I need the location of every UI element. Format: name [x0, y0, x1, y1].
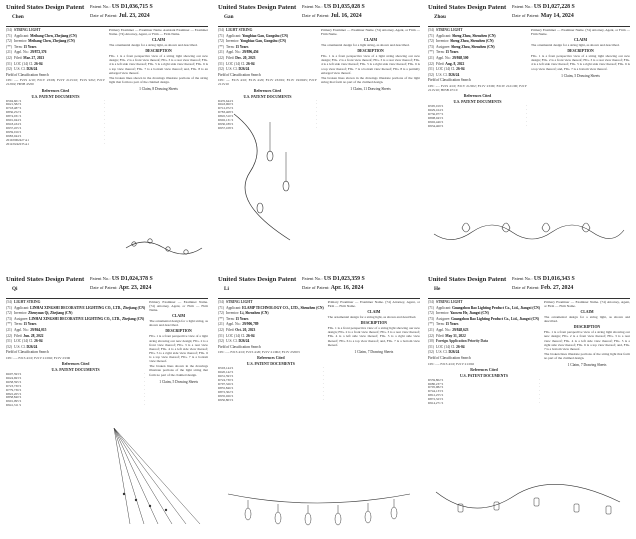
biblio-field: (**) Term: 15 Years [6, 322, 37, 327]
biblio-field: (71) Applicant: Guangzhou Bao Lighting Product Co., Ltd., Jiangxi (CN) [428, 305, 540, 310]
patent-date-line [512, 13, 574, 19]
biblio-field: (51) LOC (14) Cl. 26-04 [428, 67, 465, 72]
patent-number-line [302, 4, 365, 10]
patent-number-line [512, 4, 575, 10]
biblio-field: (71) Applicant: LINHAI XINGSHI DECORATIVE LIGHTING CO., LTD., Zhejiang (CN) [6, 305, 146, 310]
text-block: CPC ..... F21S 4/10; F21S 4/20; F21V 21/002; F21V 23/003 [218, 350, 300, 355]
patent-inventor-name: Qi [12, 286, 18, 292]
reference-row: D718,487 S · [6, 106, 105, 111]
patent-page [428, 276, 630, 534]
patent-number-label: Patent No.: [302, 276, 323, 281]
patent-number-label: Patent No.: [302, 4, 323, 9]
biblio-field: (51) LOC (14) Cl. 26-04 [6, 61, 43, 66]
patent-inventor-name: Gan [224, 14, 234, 20]
biblio-field: (54) STRING LIGHT [218, 300, 253, 304]
reference-row: D631,593 S · [218, 374, 324, 379]
biblio-field: (52) U.S. Cl. D26/24 [6, 67, 38, 72]
patent-right-column [109, 28, 208, 262]
reference-row: D872,302 S · [218, 389, 324, 394]
reference-row: D959,016 S · [6, 129, 105, 134]
classification-search-title: Field of Classification Search [6, 350, 49, 355]
biblio-field: (51) LOC (14) Cl. 26-04 [428, 344, 465, 349]
text-block: CPC ..... F21S 4/10; F21V 21/002; F21V 23/06 [6, 355, 71, 360]
patent-number: US D1,023,359 S [323, 276, 365, 282]
references-subtitle: U.S. PATENT DOCUMENTS [31, 94, 80, 99]
patent-page [218, 4, 420, 262]
text-block: CPC ..... F21S 4/10; F21S 4/20; F21V 23/001; F21V 19/0025; F21Y 2115/10 [218, 78, 317, 87]
biblio-field: (72) Inventor: Yongbiao Gan, Gongshu (CN) [218, 39, 287, 44]
biblio-field: (22) Filed: Aug. 8, 2022 [428, 61, 465, 66]
biblio-field: (21) Appl. No.: 29/864,015 [6, 327, 47, 332]
reference-row: D822,265 S · [6, 391, 146, 396]
reference-row: D935,026 S · [218, 393, 324, 398]
reference-row: D607,593 S · [6, 372, 146, 377]
patent-date: Apr. 16, 2024 [330, 285, 364, 291]
references-table [6, 373, 145, 408]
patent-header [218, 276, 420, 299]
biblio-field: (51) LOC (14) Cl. 26-04 [6, 339, 43, 344]
patent-date-label: Date of Patent: [90, 13, 118, 18]
reference-row: D808,043 S · [428, 115, 527, 120]
biblio-field: (71) Applicant: ELAMP TECHNOLOGY CO., LTD., Shenzhen (CN) [218, 305, 324, 310]
description-title: DESCRIPTION [573, 325, 601, 330]
reference-row: D914,271 S · [428, 401, 540, 406]
biblio-field: (52) U.S. Cl. D26/24 [428, 350, 460, 355]
biblio-field: (22) Filed: Jun. 28, 2022 [6, 333, 44, 338]
references-title: References Cited [61, 362, 90, 367]
design-drawing [432, 210, 626, 258]
text-block: Primary Examiner — Examiner Name. (74) Attorney, Agent, or Firm — Firm Name. [327, 300, 420, 309]
biblio-field: (54) STRING LIGHT [428, 300, 463, 304]
reference-row: D950,803 S · [218, 397, 324, 402]
references-subtitle: U.S. PATENT DOCUMENTS [453, 100, 502, 105]
reference-row: D559,802 S · [428, 377, 540, 382]
description-title: DESCRIPTION [567, 49, 594, 54]
classification-search-title: Field of Classification Search [428, 78, 471, 83]
biblio-field: (51) LOC (14) Cl. 26-04 [218, 61, 255, 66]
drawing-sheets-note: 1 Claim, 5 Drawing Sheets [159, 379, 199, 384]
text-block: FIG. 1 is a front perspective view of a light string showing our new design; FIG. 2 is a front view thereof; FIG. 3 is a rear view thereof; FIG. 4 is a left side view thereof; FIG. 5 is a right side view thereof; FIG. 6 is a top view thereof; FIG. 7 is a bottom view thereof. [149, 334, 208, 364]
biblio-field: (71) Applicant: Meibang Chen, Zhejiang (CN) [6, 33, 77, 38]
patent-header [6, 4, 208, 27]
patent-date: Jul. 16, 2024 [330, 13, 362, 19]
biblio-field: (54) STRING LIGHT [6, 28, 41, 32]
text-block: CPC ..... F21S 4/10; F21V 21/002; F21V 23/00; F21W 2121/00; F21Y 2115/10; H05B 47/10 [428, 83, 527, 93]
classification-search-title: Field of Classification Search [218, 72, 261, 77]
patent-country-title: United States Design Patent [6, 276, 85, 283]
references-title: References Cited [463, 94, 492, 99]
biblio-field: (51) LOC (14) Cl. 26-04 [218, 333, 255, 338]
biblio-field: (**) Term: 15 Years [428, 50, 459, 55]
biblio-field: (73) Assignee: Guangzhou Bao Lighting Product Co., Ltd., Jiangxi (CN) [428, 316, 539, 321]
reference-row: 2010/0002427 A1 · [6, 137, 105, 142]
references-subtitle: U.S. PATENT DOCUMENTS [51, 368, 100, 373]
biblio-field: (54) LIGHT STRING [218, 28, 253, 32]
claim-title: CLAIM [172, 314, 186, 319]
biblio-field: (54) LIGHT STRING [6, 300, 41, 304]
classification-search-title: Field of Classification Search [428, 355, 471, 360]
reference-row: D723,730 S · [6, 383, 146, 388]
patent-country-title: United States Design Patent [428, 4, 507, 11]
reference-row: D983,044 S · [6, 133, 105, 138]
reference-row: D937,455 S · [6, 125, 105, 130]
reference-row: D705,982 S · [428, 385, 540, 390]
text-block: FIG. 1 is a front perspective view of a string light showing our new design; FIG. 2 is a front view thereof; FIG. 3 is a rear view thereof; FIG. 4 is a left side view thereof; FIG. 5 is a right side view thereof; FIG. 6 is a top view thereof; FIG. 7 is a bottom view thereof; and, FIG. 8 is an enlarged view thereof. [109, 54, 208, 75]
patent-number: US D1,024,378 S [111, 276, 153, 282]
reference-row: D901,044 S · [6, 118, 105, 123]
text-block: FIG. 1 is a front perspective view of a light string showing our new design; FIG. 2 is a front view thereof; FIG. 3 is a rear view thereof; FIG. 4 is a left side view thereof; FIG. 5 is a right side view thereof; FIG. 6 is a top view thereof; FIG. 7 is a bottom view thereof; FIG. 8 is a partially enlarged view thereof. [321, 54, 420, 75]
patent-number: US D1,035,028 S [323, 4, 365, 10]
biblio-field: (52) U.S. Cl. D26/24 [218, 339, 250, 344]
patent-header [218, 4, 420, 27]
references-subtitle: U.S. PATENT DOCUMENTS [246, 362, 295, 367]
patent-number-line [302, 276, 365, 282]
patent-header [428, 276, 630, 299]
drawing-sheets-note: 1 Claim, 7 Drawing Sheets [354, 349, 394, 354]
biblio-field: (21) Appl. No.: 29/848,623 [428, 327, 469, 332]
biblio-field: (**) Term: 15 Years [6, 44, 37, 49]
reference-row: D658,595 S · [6, 379, 146, 384]
text-block: The broken lines shown in the drawings illustrate portions of the light string that form no part of the claimed design. [321, 75, 420, 85]
design-drawing [226, 488, 412, 532]
biblio-field: (72) Inventor: Sheng Zhou, Shenzhen (CN) [428, 39, 494, 44]
claim-text: The ornamental design for a string light, as shown and described. [543, 315, 630, 324]
claim-title: CLAIM [573, 38, 588, 43]
references-subtitle: U.S. PATENT DOCUMENTS [459, 373, 509, 378]
claim-title: CLAIM [580, 310, 594, 315]
claim-text: The ornamental design for a light string, as shown and described. [149, 319, 208, 328]
reference-row: D629,164 S · [428, 108, 527, 113]
biblio-field: (**) Term: 15 Years [218, 44, 249, 49]
references-table [428, 105, 527, 128]
reference-row: D624,693 S · [6, 375, 146, 380]
references-title: References Cited [257, 356, 285, 361]
biblio-field: (21) Appl. No.: 29/868,500 [428, 55, 469, 60]
patent-date: Apr. 23, 2024 [118, 285, 152, 291]
description-title: DESCRIPTION [145, 49, 172, 54]
patent-inventor-name: Zhou [434, 14, 446, 20]
biblio-field: (71) Applicant: Sheng Zhou, Shenzhen (CN) [428, 33, 496, 38]
patent-number-line [90, 276, 153, 282]
reference-row: D744,133 S · [428, 389, 540, 394]
patent-number: US D1,036,715 S [111, 4, 153, 10]
biblio-field: (**) Term: 15 Years [218, 316, 249, 321]
text-block: FIG. 1 is a front perspective view of a string light showing our new design; FIG. 2 is a front view thereof; FIG. 3 is a rear view thereof; FIG. 4 is a left side view thereof; FIG. 5 is a right side view thereof; FIG. 6 is a top view thereof; and, FIG. 7 is a bottom view thereof. [531, 54, 630, 71]
patent-page [428, 4, 630, 262]
biblio-field: (71) Applicant: Yongbiao Gan, Gongshu (CN) [218, 33, 289, 38]
reference-row: D779,736 S · [6, 387, 146, 392]
reference-row: 2012/0242235 A1 · [6, 141, 105, 146]
reference-row: D812,255 S · [428, 393, 540, 398]
text-block: FIG. 1 is a front perspective view of a string light showing our new design; FIG. 2 is a front view thereof; FIG. 3 is a rear view thereof; FIG. 4 is a left side view thereof; FIG. 5 is a right side view thereof; FIG. 6 is a top view thereof; and, FIG. 7 is a bottom view thereof. [543, 330, 630, 351]
reference-row: D902,446 S · [428, 119, 527, 124]
patent-date-label: Date of Patent: [512, 285, 540, 290]
text-block: Primary Examiner — Examiner Name. (74) Attorney, Agent, or Firm — Firm Name. [149, 300, 208, 313]
reference-row: D874,031 S · [6, 114, 105, 119]
patent-date: May 14, 2024 [540, 13, 574, 19]
patent-date-line [90, 285, 151, 291]
reference-row: D934,460 S · [428, 123, 527, 128]
claim-text: The ornamental design for a string light, as shown and described. [109, 43, 198, 48]
references-title: References Cited [253, 88, 282, 93]
biblio-field: (52) U.S. Cl. D26/24 [6, 344, 38, 349]
reference-row: D872,323 S · [428, 397, 540, 402]
patent-number-line [512, 276, 575, 282]
patent-date-label: Date of Patent: [302, 285, 330, 290]
text-block: CPC ..... F21S 4/10; F21V 23/06; F21Y 2115/10; F21S 9/02; F21V 21/002; H05B 45/00 [6, 78, 105, 87]
patent-country-title: United States Design Patent [218, 4, 297, 11]
biblio-field: (72) Inventor: Zhenyuan Qi, Zhejiang (CN) [6, 311, 73, 316]
patent-number-label: Patent No.: [512, 4, 533, 9]
biblio-field: (22) Filed: Oct. 20, 2023 [218, 327, 256, 332]
patent-number-label: Patent No.: [90, 276, 111, 281]
patent-country-title: United States Design Patent [428, 276, 507, 283]
patent-number-label: Patent No.: [512, 276, 533, 281]
patent-date-line [90, 13, 150, 19]
reference-row: D941,311 S · [6, 403, 146, 408]
patent-number-label: Patent No.: [90, 4, 111, 9]
biblio-field: (73) Assignee: Sheng Zhou, Shenzhen (CN) [428, 44, 495, 49]
biblio-field: (22) Filed: May 31, 2022 [428, 333, 466, 338]
references-table [218, 367, 324, 402]
patent-number: US D1,027,228 S [533, 4, 575, 10]
references-table [428, 379, 540, 406]
reference-row: D901,095 S · [6, 399, 146, 404]
reference-row: D783,468 S · [218, 110, 317, 115]
biblio-field: (21) Appl. No.: 29/906,789 [218, 322, 259, 327]
reference-row: D680,237 S · [428, 381, 540, 386]
claim-title: CLAIM [367, 310, 381, 315]
claim-text: The ornamental design for a string light, as shown and described. [531, 43, 620, 48]
biblio-field: (**) Term: 15 Years [428, 322, 459, 327]
reference-row: D957,108 S · [218, 125, 317, 130]
claim-title: CLAIM [363, 38, 378, 43]
biblio-field: (30) Foreign Application Priority Data [428, 339, 488, 344]
drawing-sheets-note: 1 Claim, 7 Drawing Sheets [567, 363, 607, 368]
patent-right-column [321, 28, 420, 262]
text-block: Primary Examiner — Examiner Name. (74) Attorney, Agent, or Firm — Firm Name. [321, 28, 420, 37]
patent-date: Jul. 23, 2024 [118, 13, 150, 19]
drawing-sheets-note: 1 Claim, 5 Drawing Sheets [561, 73, 600, 78]
reference-row: D476,644 S · [218, 98, 317, 103]
patent-date-line [512, 285, 573, 291]
text-block: The broken lines illustrate portions of the string light that form no part of the claimed design. [543, 352, 630, 361]
reference-row: D724,730 S · [218, 378, 324, 383]
biblio-field: (52) U.S. Cl. D26/24 [218, 67, 250, 72]
description-title: DESCRIPTION [165, 329, 192, 334]
reference-row: D858,840 S · [6, 395, 146, 400]
biblio-field: (72) Inventor: Yaowen He, Jiangxi (CN) [428, 311, 489, 316]
biblio-field: (22) Filed: Mar. 27, 2023 [6, 55, 45, 60]
biblio-field: (52) U.S. Cl. D26/24 [428, 72, 460, 77]
patent-date: Feb. 27, 2024 [540, 285, 574, 291]
patent-header [6, 276, 208, 299]
patent-page [6, 276, 208, 534]
description-title: DESCRIPTION [357, 49, 384, 54]
claim-title: CLAIM [151, 38, 166, 43]
patent-date-line [302, 285, 363, 291]
text-block: FIG. 1 is a front perspective view of a string light showing our new design; FIG. 2 is a front view thereof; FIG. 3 is a rear view thereof; FIG. 4 is a left side view thereof; FIG. 5 is a right side view thereof; FIG. 6 is a top view thereof; and, FIG. 7 is a bottom view thereof. [327, 326, 420, 347]
references-title: References Cited [470, 367, 498, 372]
biblio-field: (21) Appl. No.: 29/872,376 [6, 50, 47, 55]
patent-number: US D1,016,343 S [533, 276, 575, 282]
drawing-sheets-note: 1 Claim, 11 Drawing Sheets [350, 87, 391, 92]
reference-row: D736,977 S · [428, 111, 527, 116]
patent-inventor-name: He [434, 286, 441, 292]
reference-row: D918,434 S · [6, 121, 105, 126]
text-block: The broken lines shown in the drawings illustrate portions of the string light that form no part of the claimed design. [109, 75, 208, 85]
biblio-field: (72) Inventor: Meibang Chen, Zhejiang (CN) [6, 39, 75, 44]
patent-left-column [6, 28, 105, 262]
references-subtitle: U.S. PATENT DOCUMENTS [243, 94, 292, 99]
patent-page [6, 4, 208, 262]
biblio-field: (73) Assignee: LINHAI XINGSHI DECORATIVE LIGHTING CO., LTD., Zhejiang (CN) [6, 316, 145, 321]
biblio-field: (72) Inventor: Li, Shenzhen (CN) [218, 311, 269, 316]
reference-row: D712,072 S · [218, 106, 317, 111]
references-title: References Cited [41, 88, 70, 93]
references-table [6, 100, 105, 147]
reference-row: D595,019 S · [428, 104, 527, 109]
design-drawing [230, 112, 312, 244]
reference-row: D845,510 S · [218, 114, 317, 119]
claim-text: The ornamental design for a light string, as shown and described. [321, 43, 410, 48]
text-block: Primary Examiner — Examiner Name. Assistant Examiner — Examiner Name. (74) Attorney, Agent, or Firm — Firm Name. [109, 28, 208, 37]
reference-row: D621,582 S · [6, 102, 105, 107]
patent-header [428, 4, 630, 27]
text-block: The broken lines shown in the drawings illustrate portions of the light string that form no part of the claimed design. [149, 364, 208, 377]
text-block: Primary Examiner — Examiner Name. (74) Attorney, Agent, or Firm — Firm Name. [531, 28, 630, 37]
patent-date-label: Date of Patent: [512, 13, 540, 18]
reference-row: D503,144 S · [218, 366, 324, 371]
text-block: CPC ..... F21S 4/10; F21V 21/002 [428, 361, 475, 366]
reference-row: D620,142 S · [218, 370, 324, 375]
classification-search-title: Field of Classification Search [6, 72, 49, 77]
patent-number-line [90, 4, 153, 10]
reference-row: D930,189 S · [218, 121, 317, 126]
text-block: Primary Examiner — Examiner Name. (74) Attorney, Agent, or Firm — Firm Name. [543, 300, 630, 309]
biblio-field: (22) Filed: Dec. 20, 2023 [218, 55, 256, 60]
patent-date-label: Date of Patent: [302, 13, 330, 18]
classification-search-title: Field of Classification Search [218, 344, 261, 349]
description-title: DESCRIPTION [360, 321, 388, 326]
biblio-field: (21) Appl. No.: 29/896,456 [218, 50, 259, 55]
design-drawing [434, 482, 624, 532]
design-drawing [110, 424, 206, 528]
claim-text: The ornamental design for a string light, as shown and described. [327, 315, 417, 320]
reference-row: D643,960 S · [218, 102, 317, 107]
reference-row: D836,252 S · [6, 110, 105, 115]
patent-date-label: Date of Patent: [90, 285, 118, 290]
design-drawing [124, 228, 204, 268]
reference-row: D797,326 S · [218, 382, 324, 387]
patent-country-title: United States Design Patent [6, 4, 85, 11]
reference-row: D902,131 S · [218, 118, 317, 123]
patent-inventor-name: Li [224, 286, 229, 292]
reference-row: D855,846 S · [218, 385, 324, 390]
patent-page [218, 276, 420, 534]
patent-inventor-name: Chen [12, 14, 24, 20]
patent-date-line [302, 13, 362, 19]
biblio-field: (54) STRING LIGHT [428, 28, 463, 32]
patent-body [6, 28, 208, 262]
reference-row: D594,601 S · [6, 98, 105, 103]
drawing-sheets-note: 1 Claim, 8 Drawing Sheets [139, 87, 178, 92]
patent-country-title: United States Design Patent [218, 276, 297, 283]
